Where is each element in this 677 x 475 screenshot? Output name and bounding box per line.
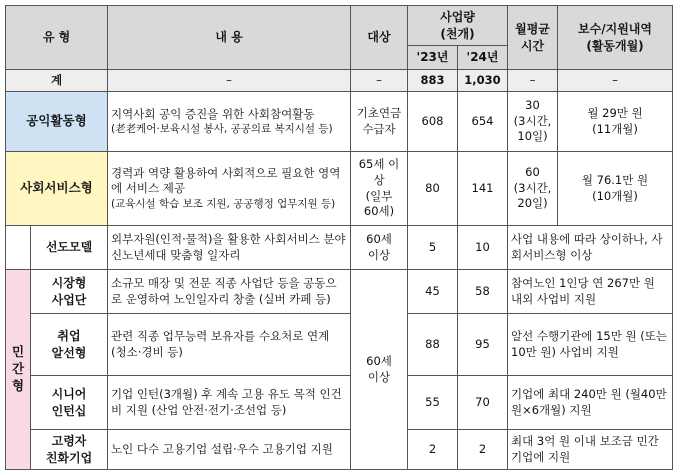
header-scale-line1: 사업량 (440, 10, 475, 25)
content-main: 지역사회 공익 증진을 위한 사회참여활동 (111, 106, 315, 121)
value-2024: 95 (458, 314, 508, 376)
value-2024: 58 (458, 270, 508, 314)
header-scale-line2: (천개) (440, 26, 475, 41)
type-social-service: 사회서비스형 (6, 152, 108, 226)
type-line: 시니어 (51, 387, 87, 402)
target-line: 이상 (367, 247, 391, 262)
pay-cell: 기업에 최대 240만 원 (월40만 원×6개월) 지원 (508, 376, 673, 430)
hours-cell (508, 152, 558, 226)
target-line: 60세 (366, 231, 392, 246)
target-line: 기초연금 (356, 105, 402, 120)
header-hours (508, 6, 558, 70)
value-2024: 70 (458, 376, 508, 430)
target-line: 60세 (366, 353, 392, 368)
pay-cell: 최대 3억 원 이내 보조금 민간기업에 지원 (508, 430, 673, 470)
content-cell: 관련 직종 업무능력 보유자를 수요처로 연계 (청소·경비 등) (108, 314, 351, 376)
hours-line: 20일) (517, 196, 548, 211)
target-line: 65세 이상 (358, 157, 400, 187)
header-year-2023: '23년 (408, 46, 458, 70)
type-line: 사업단 (51, 292, 87, 307)
pay-cell: 알선 수행기관에 15만 원 (또는 10만 원) 사업비 지원 (508, 314, 673, 376)
table-row (6, 314, 673, 376)
job-program-table (5, 5, 673, 470)
value-2023: 5 (408, 226, 458, 270)
hours-line: 60 (525, 165, 540, 180)
target-cell (351, 270, 408, 470)
type-leading-model: 선도모델 (31, 226, 108, 270)
group-char: 간 (11, 361, 25, 377)
group-char: 형 (11, 377, 25, 393)
total-target: – (351, 70, 408, 92)
total-2024: 1,030 (458, 70, 508, 92)
table-row (6, 430, 673, 470)
value-2023: 608 (408, 92, 458, 152)
header-pay-line2: (활동개월) (586, 38, 644, 53)
value-2024: 654 (458, 92, 508, 152)
target-line: 이상 (367, 369, 391, 384)
group-char: 민 (11, 344, 25, 360)
type-line: 인턴십 (51, 403, 87, 418)
type-line: 고령자 (51, 434, 87, 449)
type-line: 알선형 (51, 345, 87, 360)
type-private-group (6, 270, 31, 470)
pay-line: (10개월) (592, 188, 638, 203)
table-row (6, 376, 673, 430)
total-label: 계 (6, 70, 108, 92)
value-2023: 88 (408, 314, 458, 376)
target-line: 60세) (363, 204, 395, 219)
value-2024: 2 (458, 430, 508, 470)
hours-line: 10일) (517, 129, 548, 144)
value-2023: 45 (408, 270, 458, 314)
content-main: 경력과 역량 활용하여 사회적으로 필요한 영역에 서비스 제공 (111, 165, 341, 196)
header-content: 내 용 (108, 6, 351, 70)
target-line: 수급자 (362, 121, 396, 136)
value-2023: 2 (408, 430, 458, 470)
hours-cell (508, 92, 558, 152)
header-type: 유 형 (6, 6, 108, 70)
value-2024: 10 (458, 226, 508, 270)
header-row (6, 6, 673, 46)
value-2024: 141 (458, 152, 508, 226)
target-cell (351, 226, 408, 270)
indent-cell (6, 226, 31, 270)
content-cell: 소규모 매장 및 전문 직종 사업단 등을 공동으로 운영하여 노인일자리 창출 (실버 카페 등) (108, 270, 351, 314)
target-cell (351, 152, 408, 226)
hours-line: (3시간, (513, 113, 552, 128)
header-hours-line1: 월평균 (515, 22, 550, 37)
content-cell: 노인 다수 고용기업 설립·우수 고용기업 지원 (108, 430, 351, 470)
header-year-2024: '24년 (458, 46, 508, 70)
header-pay-line1: 보수/지원내역 (578, 22, 652, 37)
pay-cell: 참여노인 1인당 연 267만 원 내외 사업비 지원 (508, 270, 673, 314)
type-line: 시장형 (51, 276, 87, 291)
content-cell: 기업 인턴(3개월) 후 계속 고용 유도 목적 인건비 지원 (산업 안전·전기·조선업 등) (108, 376, 351, 430)
table-row (6, 152, 673, 226)
total-content: – (108, 70, 351, 92)
type-line: 취업 (57, 329, 81, 344)
pay-cell (558, 92, 673, 152)
type-senior-internship (31, 376, 108, 430)
content-cell: 외부자원(인적·물적)을 활용한 사회서비스 분야 신노년세대 맞춤형 일자리 (108, 226, 351, 270)
header-scale (408, 6, 508, 46)
header-target: 대상 (351, 6, 408, 70)
header-hours-line2: 시간 (520, 38, 545, 53)
type-job-placement (31, 314, 108, 376)
hours-line: 30 (525, 98, 540, 113)
pay-cell (558, 152, 673, 226)
table-row (6, 92, 673, 152)
content-cell (108, 92, 351, 152)
total-row (6, 70, 673, 92)
table-row (6, 226, 673, 270)
type-line: 친화기업 (45, 450, 93, 465)
type-public-interest: 공익활동형 (6, 92, 108, 152)
total-2023: 883 (408, 70, 458, 92)
target-cell (351, 92, 408, 152)
content-cell (108, 152, 351, 226)
type-senior-friendly-company (31, 430, 108, 470)
content-sub: (老老케어·보육시설 봉사, 공공의료 복지시설 등) (111, 123, 333, 136)
value-2023: 80 (408, 152, 458, 226)
total-hours: – (508, 70, 558, 92)
value-2023: 55 (408, 376, 458, 430)
pay-cell: 사업 내용에 따라 상이하나, 사회서비스형 이상 (508, 226, 673, 270)
pay-line: (11개월) (592, 121, 638, 136)
pay-line: 월 29만 원 (587, 105, 643, 120)
total-pay: – (558, 70, 673, 92)
content-sub: (교육시설 학습 보조 지원, 공공행정 업무지원 등) (111, 197, 336, 210)
hours-line: (3시간, (513, 180, 552, 195)
header-pay (558, 6, 673, 70)
type-market (31, 270, 108, 314)
target-line: (일부 (365, 188, 393, 203)
table-row (6, 270, 673, 314)
pay-line: 월 76.1만 원 (581, 172, 649, 187)
